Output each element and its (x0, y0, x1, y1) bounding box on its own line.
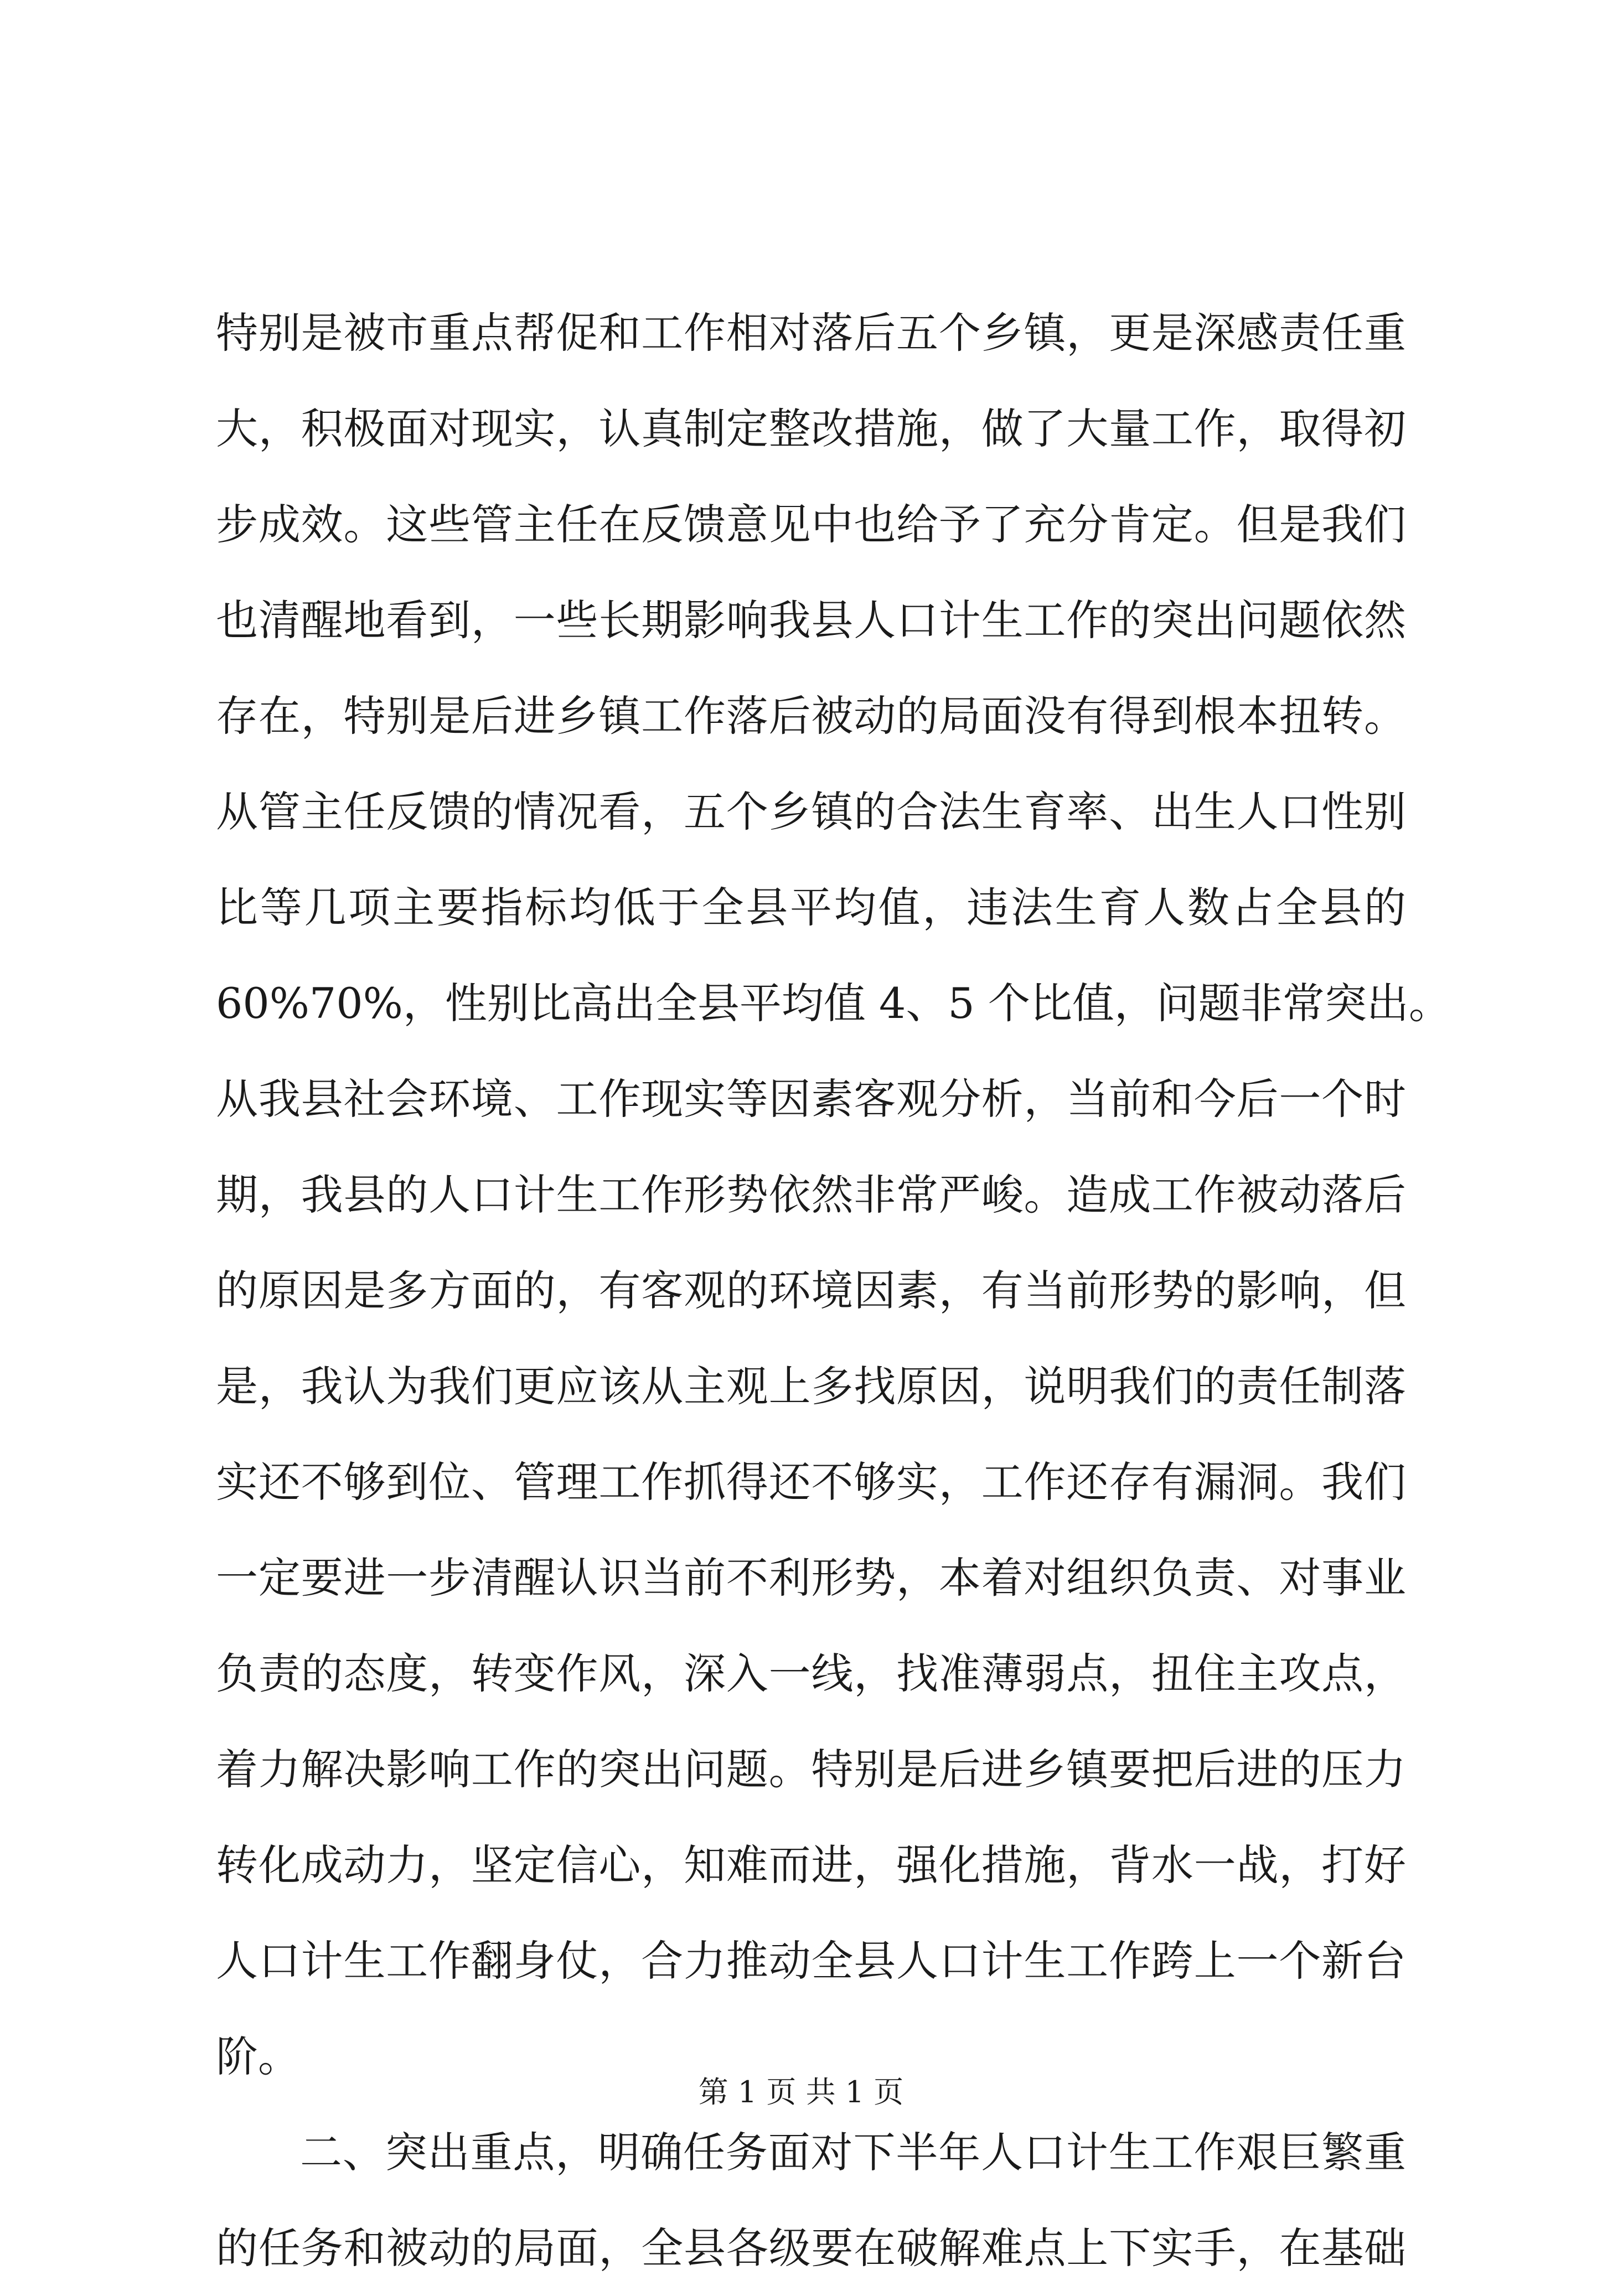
text-line: 人口计生工作翻身仗，合力推动全县人口计生工作跨上一个新台 (216, 1936, 1406, 1985)
text-line: 转化成动力，坚定信心，知难而进，强化措施，背水一战，打好 (216, 1840, 1406, 1890)
text-line: 从我县社会环境、工作现实等因素客观分析，当前和今后一个时 (216, 1074, 1406, 1124)
text-line: 比等几项主要指标均低于全县平均值，违法生育人数占全县的 (216, 883, 1406, 932)
text-line: 的原因是多方面的，有客观的环境因素，有当前形势的影响，但 (216, 1266, 1406, 1315)
text-line: 阶。 (216, 2032, 300, 2081)
text-line: 特别是被市重点帮促和工作相对落后五个乡镇，更是深感责任重 (216, 308, 1406, 358)
text-line: 大，积极面对现实，认真制定整改措施，做了大量工作，取得初 (216, 404, 1406, 453)
text-line: 60%70%，性别比高出全县平均值 4、5 个比值，问题非常突出。 (216, 979, 1451, 1028)
document-body (216, 285, 1451, 2296)
text-line: 负责的态度，转变作风，深入一线，找准薄弱点，扭住主攻点， (216, 1649, 1406, 1698)
text-line: 从管主任反馈的情况看，五个乡镇的合法生育率、出生人口性别 (216, 787, 1406, 836)
text-line: 是，我认为我们更应该从主观上多找原因，说明我们的责任制落 (216, 1362, 1406, 1411)
text-line: 实还不够到位、管理工作抓得还不够实，工作还存有漏洞。我们 (216, 1457, 1406, 1507)
text-line: 一定要进一步清醒认识当前不利形势，本着对组织负责、对事业 (216, 1553, 1406, 1602)
text-line: 步成效。这些管主任在反馈意见中也给予了充分肯定。但是我们 (216, 500, 1406, 549)
text-line: 也清醒地看到，一些长期影响我县人口计生工作的突出问题依然 (216, 596, 1406, 645)
text-line: 的任务和被动的局面，全县各级要在破解难点上下实手，在基础 (216, 2223, 1406, 2273)
text-line: 着力解决影响工作的突出问题。特别是后进乡镇要把后进的压力 (216, 1745, 1406, 1794)
text-line: 二、突出重点，明确任务面对下半年人口计生工作艰巨繁重 (300, 2128, 1406, 2177)
page-footer: 第 1 页 共 1 页 (698, 2075, 904, 2109)
text-line: 存在，特别是后进乡镇工作落后被动的局面没有得到根本扭转。 (216, 691, 1406, 741)
text-line: 期，我县的人口计生工作形势依然非常严峻。造成工作被动落后 (216, 1170, 1406, 1219)
